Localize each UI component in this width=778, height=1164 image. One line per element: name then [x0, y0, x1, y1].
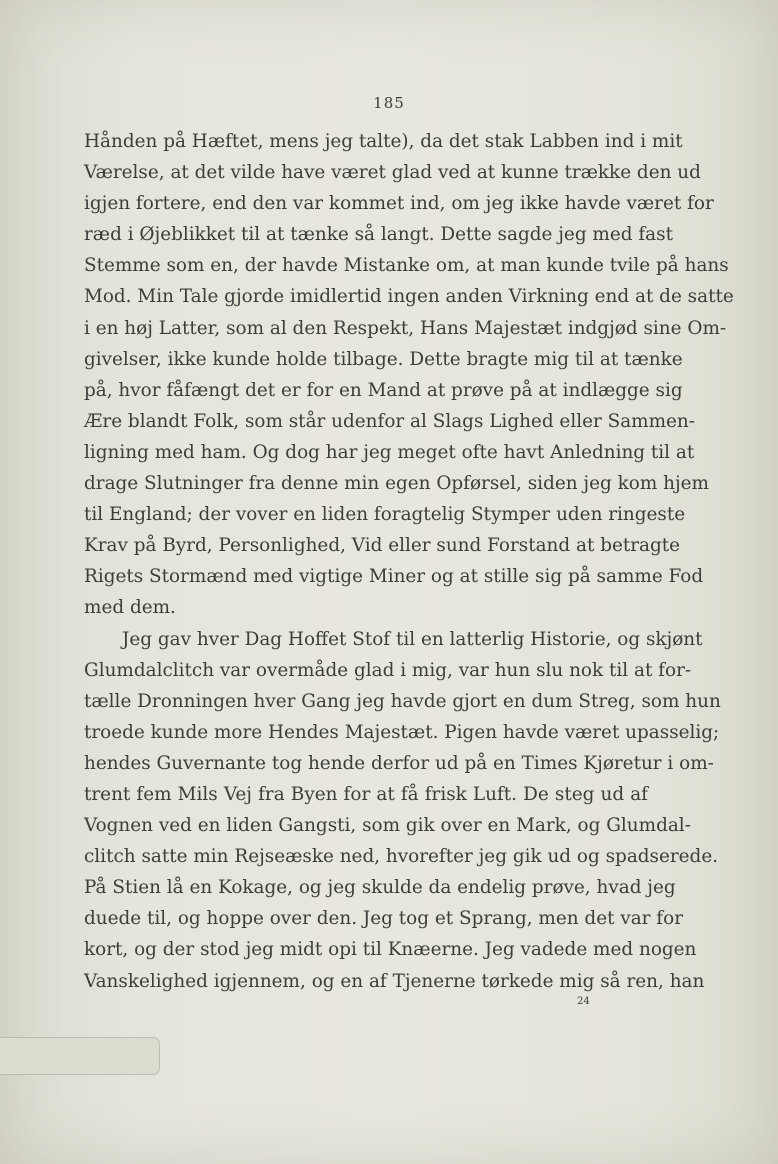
- text-line: På Stien lå en Kokage, og jeg skulde da endelig prøve, hvad jeg: [84, 877, 676, 899]
- signature-mark: 24: [577, 996, 590, 1007]
- text-line: trent fem Mils Vej fra Byen for at få frisk Luft. De steg ud af: [84, 783, 648, 805]
- text-line: Stemme som en, der havde Mistanke om, at man kunde tvile på hans: [84, 255, 729, 277]
- paragraph-start-line: Jeg gav hver Dag Hoffet Stof til en latterlig Historie, og skjønt: [122, 628, 703, 650]
- text-line: Glumdalclitch var overmåde glad i mig, var hun slu nok til at for-: [84, 659, 692, 681]
- text-line: clitch satte min Rejseæske ned, hvorefter jeg gik ud og spadserede.: [84, 846, 719, 868]
- text-line: troede kunde more Hendes Majestæt. Pigen havde været upasselig;: [84, 721, 720, 743]
- text-line: kort, og der stod jeg midt opi til Knæerne. Jeg vadede med nogen: [84, 939, 697, 961]
- text-line: på, hvor fåfængt det er for en Mand at prøve på at indlægge sig: [84, 379, 683, 401]
- text-line: Værelse, at det vilde have været glad ved at kunne trække den ud: [84, 162, 701, 184]
- text-line: Hånden på Hæftet, mens jeg talte), da det stak Labben ind i mit: [84, 131, 683, 152]
- text-line: i en høj Latter, som al den Respekt, Hans Majestæt indgjød sine Om-: [84, 317, 727, 339]
- text-line: Vognen ved en liden Gangsti, som gik over en Mark, og Glumdal-: [84, 815, 691, 837]
- page-tab-strip: [0, 1037, 160, 1075]
- text-line: Krav på Byrd, Personlighed, Vid eller sund Forstand at betragte: [84, 535, 681, 557]
- text-line: ligning med ham. Og dog har jeg meget ofte havt Anledning til at: [84, 441, 695, 463]
- body-text: [84, 126, 734, 997]
- page-number: 185: [373, 94, 405, 112]
- text-line: til England; der vover en liden foragtelig Stymper uden ringeste: [84, 504, 686, 526]
- paragraph-end-line: med dem.: [84, 597, 176, 619]
- text-line: Ære blandt Folk, som står udenfor al Slags Lighed eller Sammen-: [84, 410, 695, 432]
- text-line: duede til, og hoppe over den. Jeg tog et Sprang, men det var for: [84, 908, 683, 930]
- text-line: ræd i Øjeblikket til at tænke så langt. Dette sagde jeg med fast: [84, 224, 673, 246]
- text-line: Rigets Stormænd med vigtige Miner og at stille sig på samme Fod: [84, 566, 704, 588]
- text-line: givelser, ikke kunde holde tilbage. Dette bragte mig til at tænke: [84, 348, 683, 370]
- text-line: Vanskelighed igjennem, og en af Tjenerne tørkede mig så ren, han: [84, 970, 705, 992]
- text-line: Mod. Min Tale gjorde imidlertid ingen anden Virkning end at de satte: [84, 286, 734, 308]
- text-line: drage Slutninger fra denne min egen Opførsel, siden jeg kom hjem: [84, 473, 709, 495]
- text-line: hendes Guvernante tog hende derfor ud på en Times Kjøretur i om-: [84, 752, 714, 774]
- text-line: igjen fortere, end den var kommet ind, om jeg ikke havde været for: [84, 193, 714, 215]
- text-line: tælle Dronningen hver Gang jeg havde gjort en dum Streg, som hun: [84, 690, 721, 712]
